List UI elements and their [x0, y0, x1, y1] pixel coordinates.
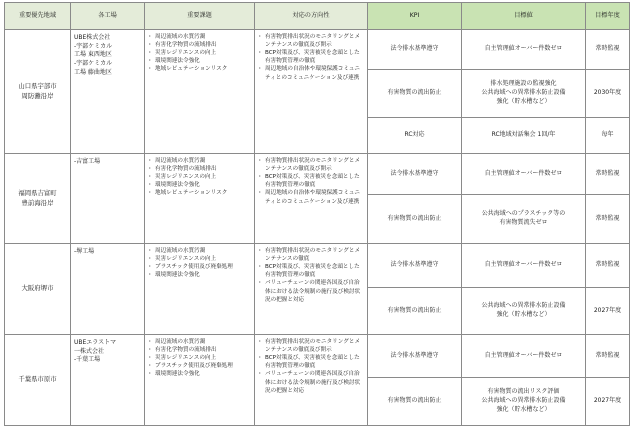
- direction-item: ・ BCP対策及び、災害被災を念頭とした有害物質管理の徹底: [258, 354, 364, 370]
- issue-item: ・ 環境関連法令強化: [148, 57, 251, 65]
- kpi-cell: 有害物質の流出防止: [368, 288, 462, 335]
- plant-cell: -吉富工場: [71, 154, 145, 244]
- header-row: [5, 3, 630, 30]
- issue-item: ・ 環境関連法令強化: [148, 271, 251, 279]
- target-year-cell: 2030年度: [586, 70, 630, 118]
- table-row: [5, 154, 630, 195]
- priority-region-table: [4, 2, 630, 426]
- issue-item: ・ 周辺流域の水質汚濁: [148, 247, 251, 255]
- kpi-cell: 法令排水基準遵守: [368, 154, 462, 195]
- target-year-cell: 2027年度: [586, 378, 630, 426]
- issue-item: ・ 環境関連法令強化: [148, 181, 251, 189]
- issues-cell: [145, 244, 255, 335]
- table-row: [5, 30, 630, 70]
- issue-item: ・ 周辺流域の水質汚濁: [148, 157, 251, 165]
- target-cell: RC地域対話集会 1回/年: [462, 118, 586, 154]
- header-plant: 各工場: [71, 3, 145, 30]
- target-cell: 有害物質の流出リスク評価 公共海域への異常排水防止設備 強化（貯水槽など）: [462, 378, 586, 426]
- direction-item: ・ バリューチェーンの関連各国及び自治体における法令規制の施行及び検討状況の把握と対応: [258, 370, 364, 394]
- directions-cell: [255, 244, 368, 335]
- direction-item: ・ 有害物質排出状況のモニタリングとメンテナンスの徹底及び開示: [258, 157, 364, 173]
- target-year-cell: 毎年: [586, 118, 630, 154]
- header-issues: 重要課題: [145, 3, 255, 30]
- region-cell: 福岡県吉富町 豊前海沿岸: [5, 154, 71, 244]
- issue-item: ・ 地域レピュテーションリスク: [148, 65, 251, 73]
- directions-cell: [255, 154, 368, 244]
- header-directions: 対応の方向性: [255, 3, 368, 30]
- issue-item: ・ 有害化学物質の流域排出: [148, 346, 251, 354]
- plant-cell: -堺工場: [71, 244, 145, 335]
- header-kpi: KPI: [368, 3, 462, 30]
- issue-item: ・ 災害レジリエンスの向上: [148, 173, 251, 181]
- target-year-cell: 常時監視: [586, 30, 630, 70]
- issue-item: ・ 災害レジリエンスの向上: [148, 255, 251, 263]
- kpi-cell: 有害物質の流出防止: [368, 378, 462, 426]
- target-cell: 公共海域へのプラスチック等の 有害物質流失ゼロ: [462, 195, 586, 244]
- direction-item: ・ 有害物質排出状況のモニタリングとメンテナンスの徹底: [258, 247, 364, 263]
- direction-item: ・ BCP対策及び、災害被災を念頭とした有害物質管理の徹底: [258, 173, 364, 189]
- issue-item: ・ 周辺流域の水質汚濁: [148, 338, 251, 346]
- issue-item: ・ 周辺流域の水質汚濁: [148, 33, 251, 41]
- header-target: 目標値: [462, 3, 586, 30]
- directions-cell: [255, 30, 368, 154]
- issues-cell: [145, 154, 255, 244]
- issues-cell: [145, 30, 255, 154]
- issue-item: ・ 環境関連法令強化: [148, 370, 251, 378]
- plant-cell: UBE株式会社 -宇部ケミカル 工場 東西地区 -宇部ケミカル 工場 藤曲地区: [71, 30, 145, 154]
- kpi-cell: RC対応: [368, 118, 462, 154]
- kpi-cell: 法令排水基準遵守: [368, 30, 462, 70]
- direction-item: ・ BCP対策及び、災害被災を念頭とした有害物質管理の徹底: [258, 263, 364, 279]
- target-cell: 自主管理値オーバー件数ゼロ: [462, 244, 586, 288]
- target-year-cell: 常時監視: [586, 195, 630, 244]
- direction-item: ・ 周辺地域の自治体や環境保護コミュニティとのコミュニケーション及び連携: [258, 189, 364, 205]
- direction-item: ・ 周辺地域の自治体や環境保護コミュニティとのコミュニケーション及び連携: [258, 65, 364, 81]
- target-cell: 自主管理値オーバー件数ゼロ: [462, 335, 586, 378]
- region-cell: 山口県宇部市 周防灘沿岸: [5, 30, 71, 154]
- direction-item: ・ BCP対策及び、災害被災を念頭とした有害物質管理の徹底: [258, 49, 364, 65]
- priority-region-table-container: [4, 2, 629, 413]
- directions-cell: [255, 335, 368, 426]
- plant-cell: UBEエラストマ 一株式会社 -千葉工場: [71, 335, 145, 426]
- target-cell: 公共海域への異常排水防止設備 強化（貯水槽など）: [462, 288, 586, 335]
- issue-item: ・ 有害化学物質の流域排出: [148, 165, 251, 173]
- issue-item: ・ プラスチック使用及び廃棄処理: [148, 263, 251, 271]
- target-cell: 自主管理値オーバー件数ゼロ: [462, 154, 586, 195]
- direction-item: ・ 有害物質排出状況のモニタリングとメンテナンスの徹底及び開示: [258, 33, 364, 49]
- kpi-cell: 法令排水基準遵守: [368, 335, 462, 378]
- header-target-year: 目標年度: [586, 3, 630, 30]
- kpi-cell: 有害物質の流出防止: [368, 195, 462, 244]
- issue-item: ・ プラスチック使用及び廃棄処理: [148, 362, 251, 370]
- target-cell: 自主管理値オーバー件数ゼロ: [462, 30, 586, 70]
- kpi-cell: 法令排水基準遵守: [368, 244, 462, 288]
- issues-cell: [145, 335, 255, 426]
- target-year-cell: 常時監視: [586, 244, 630, 288]
- issue-item: ・ 有害化学物質の流域排出: [148, 41, 251, 49]
- target-year-cell: 常時監視: [586, 335, 630, 378]
- region-cell: 大阪府堺市: [5, 244, 71, 335]
- target-year-cell: 2027年度: [586, 288, 630, 335]
- issue-item: ・ 災害レジリエンスの向上: [148, 49, 251, 57]
- issue-item: ・ 地域レピュテーションリスク: [148, 189, 251, 197]
- table-row: [5, 244, 630, 288]
- header-region: 重要優先地域: [5, 3, 71, 30]
- issue-item: ・ 災害レジリエンスの向上: [148, 354, 251, 362]
- direction-item: ・ 有害物質排出状況のモニタリングとメンテナンスの徹底及び開示: [258, 338, 364, 354]
- target-cell: 排水処理施設の監視強化 公共海域への異常排水防止設備 強化（貯水槽など）: [462, 70, 586, 118]
- direction-item: ・ バリューチェーンの関連各国及び自治体における法令規制の施行及び検討状況の把握と対応: [258, 279, 364, 303]
- region-cell: 千葉県市原市: [5, 335, 71, 426]
- table-body: [5, 30, 630, 426]
- kpi-cell: 有害物質の流出防止: [368, 70, 462, 118]
- table-row: [5, 335, 630, 378]
- target-year-cell: 常時監視: [586, 154, 630, 195]
